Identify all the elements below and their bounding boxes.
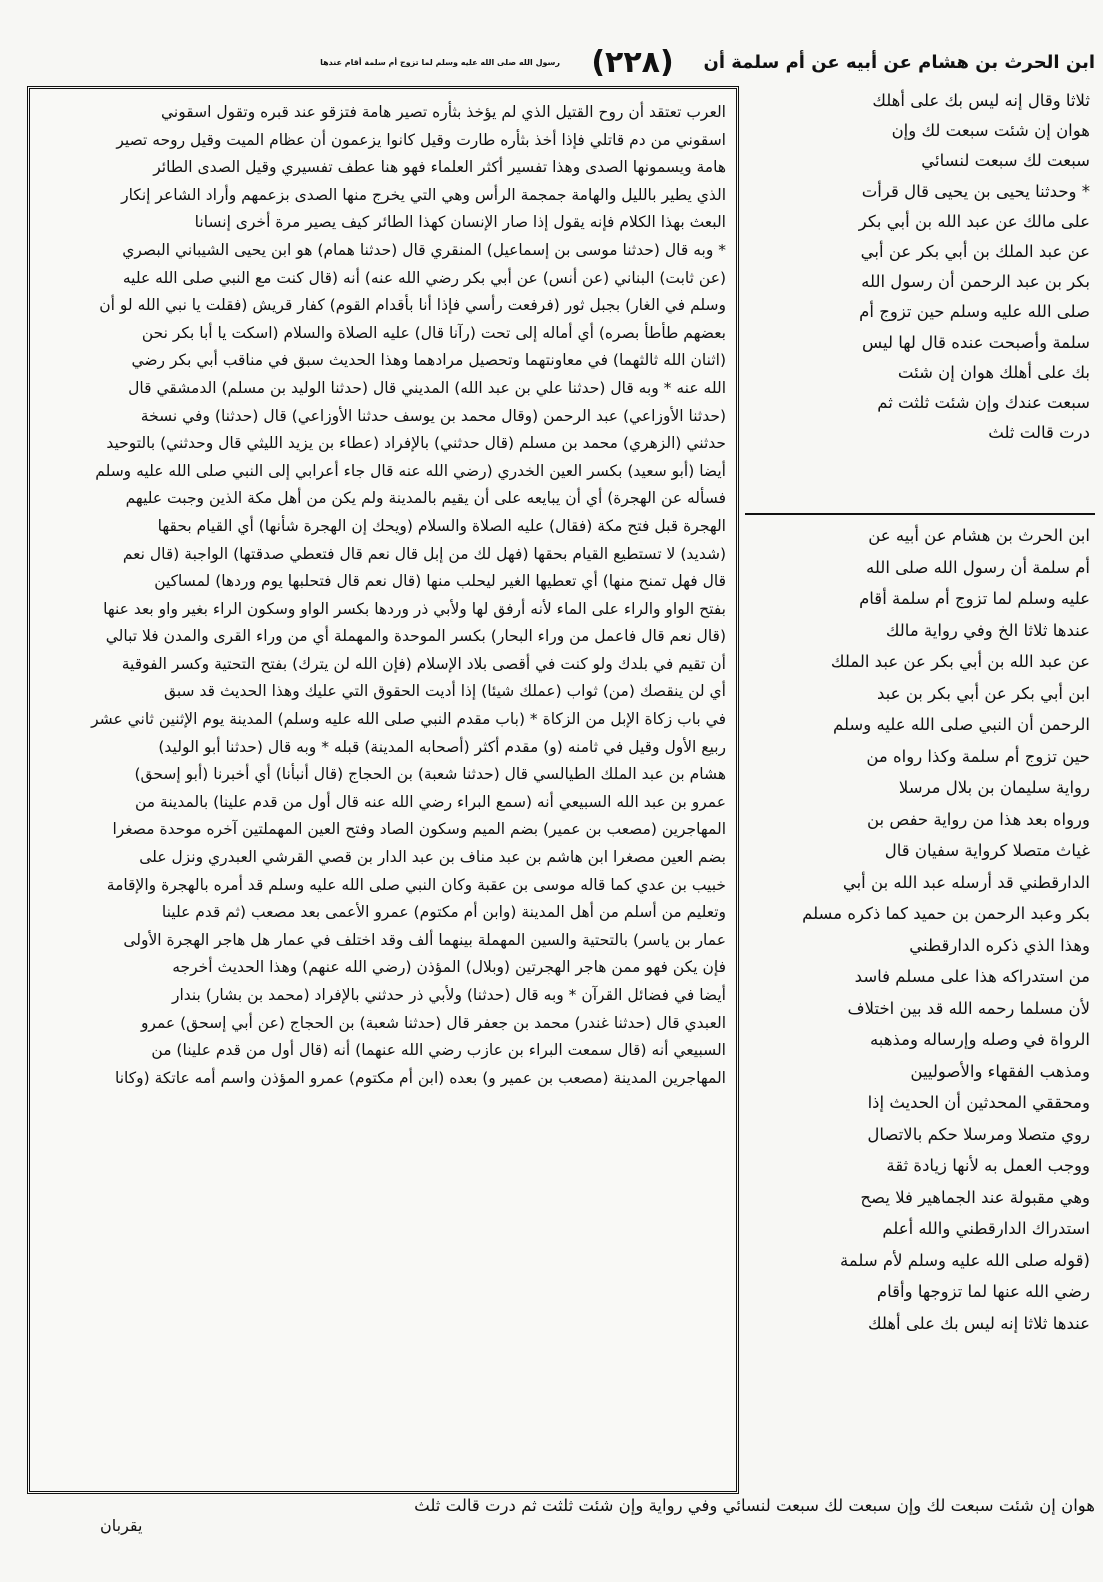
side-top-line: هوان إن شئت سبعت لك وإن xyxy=(891,121,1090,141)
side-bottom-line: الدارقطني قد أرسله عبد الله بن أبي xyxy=(842,872,1090,892)
main-text-line: الذي يطير بالليل والهامة جمجمة الرأس وهي التي يخرج منها الصدى بزعمهم وأراد الشاعر إنكار xyxy=(121,185,726,204)
main-text-line: أيضا (أبو سعيد) بكسر العين الخدري (رضي الله عنه قال جاء أعرابي إلى النبي صلى الله عليه وسلم xyxy=(95,461,726,480)
side-bottom-line: وهي مقبولة عند الجماهير فلا يصح xyxy=(860,1187,1090,1207)
side-bottom-line: عن عبد الله بن أبي بكر عن عبد الملك xyxy=(830,652,1090,671)
main-text-column xyxy=(40,99,726,1485)
side-top-line: على مالك عن عبد الله بن أبي بكر xyxy=(858,211,1090,231)
main-text-line: خبيب بن عدي كما قاله موسى بن عقبة وكان النبي صلى الله عليه وسلم قد أمره بالهجرة والإقامة xyxy=(106,875,726,894)
side-bottom-line: رضي الله عنها لما تزوجها وأقام xyxy=(876,1282,1090,1301)
main-text-line: اسقوني من دم قاتلي فإذا أخذ بثأره طارت وقيل كانوا يزعمون أن عظام الميت وقيل روحه تصير xyxy=(116,130,726,149)
main-text-line: هامة ويسمونها الصدى وهذا تفسير أكثر العلماء فهو هنا عطف تفسيري وقيل الصدى الطائر xyxy=(153,158,726,177)
main-text-line: أن تقيم في بلدك ولو كنت في أقصى بلاد الإسلام (فإن الله لن يترك) بفتح التحتية وكسر الفوقية xyxy=(121,654,726,673)
side-top-line: سبعت لك سبعت لنسائي xyxy=(921,151,1090,171)
main-text-line: المهاجرين المدينة (مصعب بن عمير و) بعده (ابن أم مكتوم) عمرو المؤذن واسم أمه عاتكة (وكانا xyxy=(115,1068,726,1087)
side-bottom-line: غياث متصلا كرواية سفيان قال xyxy=(884,841,1090,860)
main-text-line: العبدي قال (حدثنا غندر) محمد بن جعفر قال (حدثنا شعبة) بن الحجاج (عن أبي إسحق) عمرو xyxy=(140,1013,726,1032)
main-text-line: حدثني (الزهري) محمد بن مسلم (قال حدثني) بالإفراد (عطاء بن يزيد الليثي قال وحدثني) بالتوحيد xyxy=(106,434,726,453)
side-bottom-line: ورواه بعد هذا من رواية حفص بن xyxy=(866,809,1090,829)
side-bottom-line: عندها ثلاثا الخ وفي رواية مالك xyxy=(885,620,1090,640)
main-text-line: بفتح الواو والراء على الماء لأنه أرفق لها ولأبي ذر وردها بكسر الواو وسكون الراء بغير واو بعد عنها xyxy=(103,599,726,618)
side-bottom-line: روي متصلا ومرسلا حكم بالاتصال xyxy=(867,1124,1090,1144)
main-text-line: أيضا في فضائل القرآن * وبه قال (حدثنا) ولأبي ذر حدثني بالإفراد (محمد بن بشار) بندار xyxy=(171,986,726,1004)
side-top-line: بك على أهلك هوان إن شئت xyxy=(897,362,1090,382)
main-text-line: بضم العين مصغرا ابن هاشم بن عبد مناف بن عبد الدار بن قصي القرشي العبدري ونزل على xyxy=(139,848,726,867)
side-top-line: * وحدثنا يحيى بن يحيى قال قرأت xyxy=(861,181,1090,201)
catchword: يقربان xyxy=(100,1516,143,1535)
side-bottom-line: الرحمن أن النبي صلى الله عليه وسلم xyxy=(832,715,1090,734)
main-text-line: هشام بن عبد الملك الطيالسي قال (حدثنا شعبة) بن الحجاج (قال أنبأنا) أي أخبرنا (أبو إسحق) xyxy=(134,765,726,784)
main-text-line: المهاجرين (مصعب بن عمير) بضم الميم وسكون الصاد وفتح العين المهملتين آخره موحدة مصغرا xyxy=(112,820,726,839)
main-text-line: (عن ثابت) البناني (عن أنس) عن أبي بكر رضي الله عنه) أنه (قال كنت مع النبي صلى الله عليه xyxy=(122,268,726,287)
side-bottom-line: بكر وعبد الرحمن بن حميد كما ذكره مسلم xyxy=(802,904,1090,923)
main-text-line: فسأله عن الهجرة) أي أن يبايعه على أن يقيم بالمدينة ولم يكن من أهل مكة الذين وجبت عليهم xyxy=(125,489,726,508)
side-top-line: سلمة وأصبحت عنده قال لها ليس xyxy=(861,332,1090,352)
main-text-frame xyxy=(27,86,739,1494)
side-bottom-line: حين تزوج أم سلمة وكذا رواه من xyxy=(866,746,1090,766)
margin-continuation-line: هوان إن شئت سبعت لك وإن سبعت لك سبعت لنسائي وفي رواية وإن شئت ثلثت ثم درت قالت ثلث xyxy=(414,1496,1095,1515)
running-header-left: رسول الله صلى الله عليه وسلم لما تزوج أم سلمة أقام عندها xyxy=(320,58,560,67)
main-text-line: * وبه قال (حدثنا موسى بن إسماعيل) المنقري قال (حدثنا همام) هو ابن يحيى الشيباني البصري xyxy=(122,240,726,259)
side-top-line: درت قالت ثلث xyxy=(988,423,1090,443)
main-text-line: قال فهل تمنح منها) أي تعطيها الغير ليحلب منها (قال نعم قال فتحلبها يوم وردها) لمساكين xyxy=(154,572,726,591)
side-bottom-line: ومحققي المحدثين أن الحديث إذا xyxy=(867,1093,1090,1112)
main-text-line: أي لن ينقصك (من) ثواب (عملك شيئا) إذا أديت الحقوق التي عليك وهذا الحديث قد سبق xyxy=(163,682,726,701)
running-header-right: ابن الحرث بن هشام عن أبيه عن أم سلمة أن xyxy=(703,52,1095,73)
side-bottom-line: ابن الحرث بن هشام عن أبيه عن xyxy=(868,526,1090,545)
side-top-line: عن عبد الملك بن أبي بكر عن أبي xyxy=(860,241,1090,261)
side-bottom-line: أم سلمة أن رسول الله صلى الله xyxy=(865,557,1090,577)
main-text-line: وتعليم من أسلم من أهل المدينة (وابن أم مكتوم) عمرو الأعمى بعد مصعب (ثم قدم علينا xyxy=(161,903,726,922)
side-bottom-line: عندها ثلاثا إنه ليس بك على أهلك xyxy=(867,1313,1090,1333)
main-text-line: فإن يكن فهو ممن هاجر الهجرتين (وبلال) المؤذن (رضي الله عنهم) وهذا الحديث أخرجه xyxy=(172,958,726,977)
main-text-line: ربيع الأول وقيل في ثامنه (و) مقدم أكثر (أصحابه المدينة) قبله * وبه قال (حدثنا أبو الوليد) xyxy=(158,737,726,756)
margin-text-top xyxy=(745,86,1090,506)
side-bottom-line: ووجب العمل به لأنها زيادة ثقة xyxy=(886,1156,1090,1175)
side-bottom-line: لأن مسلما رحمه الله قد بين اختلاف xyxy=(847,998,1090,1018)
side-bottom-line: وهذا الذي ذكره الدارقطني xyxy=(909,935,1090,955)
side-bottom-line: (قوله صلى الله عليه وسلم لأم سلمة xyxy=(839,1250,1090,1270)
margin-text-bottom xyxy=(745,520,1090,1490)
main-text-line: في باب زكاة الإبل من الزكاة * (باب مقدم النبي صلى الله عليه وسلم) المدينة يوم الإثنين ثاني عشر xyxy=(91,710,726,729)
main-text-line: عمار بن ياسر) بالتحتية والسين المهملة بينهما ألف وقد اختلف في عمار هل هاجر الهجرة الأولى xyxy=(123,930,726,949)
main-text-line: الله عنه * وبه قال (حدثنا علي بن عبد الله) المديني قال (حدثنا الوليد بن مسلم) الدمشقي قال xyxy=(128,378,726,397)
side-top-line: بكر بن عبد الرحمن أن رسول الله xyxy=(861,272,1090,292)
side-bottom-line: ومذهب الفقهاء والأصوليين xyxy=(910,1061,1090,1081)
side-top-line: ثلاثا وقال إنه ليس بك على أهلك xyxy=(872,91,1090,110)
main-text-line: العرب تعتقد أن روح القتيل الذي لم يؤخذ بثأره تصير هامة فتزقو عند قبره وتقول اسقوني xyxy=(161,103,726,121)
side-bottom-line: من استدراكه هذا على مسلم فاسد xyxy=(854,967,1090,986)
main-text-line: السبيعي أنه (قال سمعت البراء بن عازب رضي الله عنهما) أنه (قال أول من قدم علينا) من xyxy=(151,1041,726,1060)
side-bottom-line: الرواة في وصله وإرساله ومذهبه xyxy=(869,1030,1090,1049)
side-bottom-line: استدراك الدارقطني والله أعلم xyxy=(882,1219,1090,1238)
margin-divider xyxy=(745,513,1095,515)
main-text-line: (اثنان الله ثالثهما) في معاونتهما وتحصيل مرادهما وهذا الحديث سبق في مناقب أبي بكر رضي xyxy=(131,351,726,370)
main-text-line: (قال نعم قال فاعمل من وراء البحار) بكسر الموحدة والمهملة أي من وراء القرى والمدن فلا تبالي xyxy=(105,627,726,646)
main-text-line: البعث بهذا الكلام فإنه يقول إذا صار الإنسان كهذا الطائر كيف يصير مرة أخرى إنسانا xyxy=(194,213,726,232)
main-text-line: الهجرة قبل فتح مكة (فقال) عليه الصلاة والسلام (ويحك إن الهجرة شأنها) أي القيام بحقها xyxy=(157,516,726,535)
page-number: (٢٢٨) xyxy=(591,45,674,80)
side-bottom-line: عليه وسلم لما تزوج أم سلمة أقام xyxy=(859,589,1090,608)
side-bottom-line: ابن أبي بكر عن أبي بكر بن عبد xyxy=(877,683,1090,703)
main-text-line: (حدثنا الأوزاعي) عبد الرحمن (وقال محمد بن يوسف حدثنا الأوزاعي) قال (حدثنا) وفي نسخة xyxy=(140,406,726,425)
side-bottom-line: رواية سليمان بن بلال مرسلا xyxy=(898,778,1090,797)
main-text-line: عمرو بن عبد الله السبيعي أنه (سمع البراء رضي الله عنه قال أول من قدم علينا) بالمدينة من xyxy=(134,792,726,811)
main-text-line: (شديد) لا تستطيع القيام بحقها (فهل لك من إبل قال نعم قال فتعطي صدقتها) الواجبة (قال نعم xyxy=(122,544,726,563)
main-text-line: بعضهم طأطأ بصره) أي أماله إلى تحت (رآنا قال) عليه الصلاة والسلام (اسكت يا أبا بكر نحن xyxy=(141,323,726,342)
side-top-line: صلى الله عليه وسلم حين تزوج أم xyxy=(859,302,1090,322)
main-text-line: وسلم في الغار) بجبل ثور (فرفعت رأسي فإذا أنا بأقدام القوم) كفار قريش (فقلت يا نبي الله لو أن xyxy=(99,296,726,315)
side-top-line: سبعت عندك وإن شئت ثلثت ثم xyxy=(877,392,1090,412)
